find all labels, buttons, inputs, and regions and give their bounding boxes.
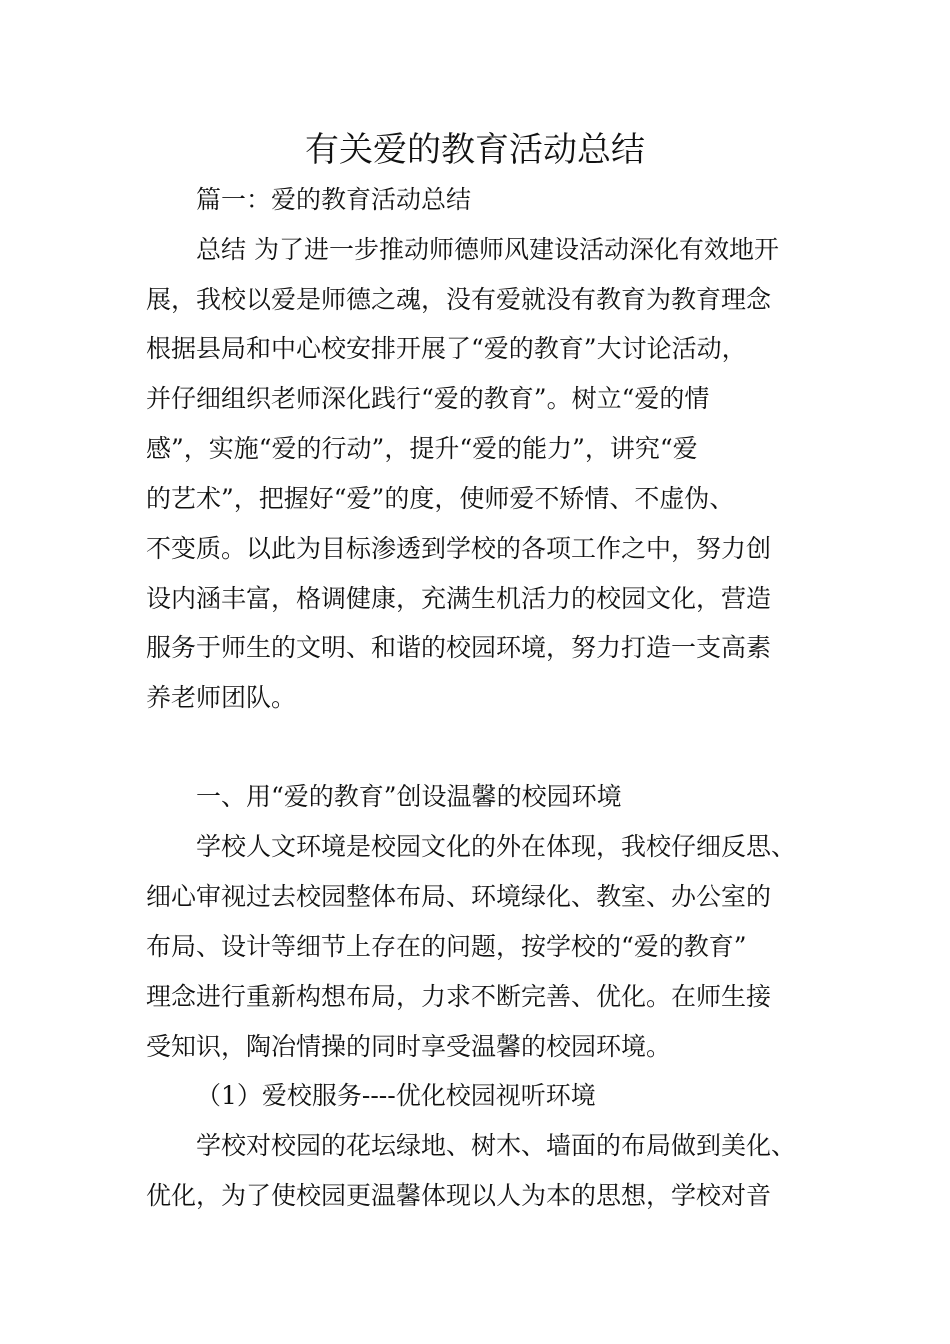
document-title: 有关爱的教育活动总结 (305, 130, 645, 170)
paragraph-line: 学校对校园的花坛绿地、树木、墙面的布局做到美化、 (196, 1131, 797, 1160)
section-heading: 一、用“爱的教育”创设温馨的校园环境 (196, 782, 622, 811)
paragraph-line: 感”，实施“爱的行动”，提升“爱的能力”，讲究“爱 (146, 434, 698, 463)
paragraph-line: 优化，为了使校园更温馨体现以人为本的思想，学校对音 (146, 1181, 772, 1210)
paragraph-line: 的艺术”，把握好“爱”的度，使师爱不矫情、不虚伪、 (146, 484, 735, 513)
paragraph-line: 养老师团队。 (146, 683, 297, 712)
paragraph-line: 根据县局和中心校安排开展了“爱的教育”大讨论活动， (146, 334, 747, 363)
paragraph-line: 展，我校以爱是师德之魂，没有爱就没有教育为教育理念 (146, 285, 772, 314)
paragraph-line: 受知识，陶冶情操的同时享受温馨的校园环境。 (146, 1032, 672, 1061)
paragraph-line: 理念进行重新构想布局，力求不断完善、优化。在师生接 (146, 982, 772, 1011)
paragraph-line: 布局、设计等细节上存在的问题，按学校的“爱的教育” (146, 932, 747, 961)
paragraph-line: 总结 为了进一步推动师德师风建设活动深化有效地开 (196, 235, 779, 264)
paragraph-line: 不变质。以此为目标渗透到学校的各项工作之中，努力创 (146, 534, 772, 563)
paragraph-line: 细心审视过去校园整体布局、环境绿化、教室、办公室的 (146, 882, 772, 911)
paragraph-line: 设内涵丰富，格调健康，充满生机活力的校园文化，营造 (146, 584, 772, 613)
paragraph-line: 服务于师生的文明、和谐的校园环境，努力打造一支高素 (146, 633, 772, 662)
subsection-heading: （1）爱校服务----优化校园视听环境 (196, 1081, 596, 1110)
paragraph-line: 并仔细组织老师深化践行“爱的教育”。树立“爱的情 (146, 384, 710, 413)
section-subtitle: 篇一：爱的教育活动总结 (196, 185, 472, 214)
paragraph-line: 学校人文环境是校园文化的外在体现，我校仔细反思、 (196, 832, 797, 861)
